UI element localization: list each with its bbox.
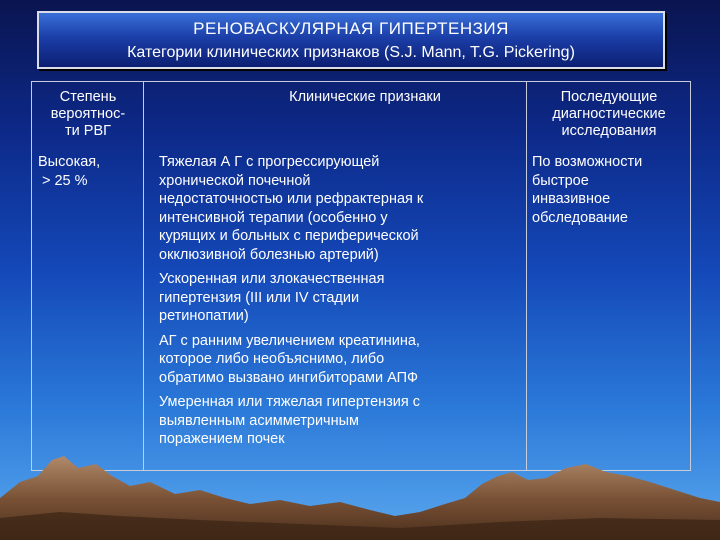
- followup-line: инвазивное: [532, 191, 611, 207]
- header-followup-line: диагностические: [552, 106, 666, 122]
- header-clinical-signs: Клинические признаки: [289, 89, 441, 105]
- table-divider-1: [143, 81, 144, 471]
- sign-line: окклюзивной болезнью артерий): [159, 246, 379, 263]
- degree-value: > 25 %: [42, 172, 88, 189]
- followup-line: обследование: [532, 209, 628, 226]
- sign-line: АГ с ранним увеличением креатинина,: [159, 332, 420, 349]
- sign-line: курящих и больных с периферической: [159, 228, 419, 244]
- header-probability-line: вероятнос-: [50, 106, 126, 122]
- sign-line: Ускоренная или злокачественная: [159, 271, 385, 287]
- sign-line: недостаточностью или рефрактерная к: [159, 191, 424, 207]
- slide-title: РЕНОВАСКУЛЯРНАЯ ГИПЕРТЕНЗИЯ: [193, 19, 509, 38]
- cell-degree: [38, 153, 142, 190]
- sign-line: которое либо необъяснимо, либо: [159, 351, 385, 367]
- slide-subtitle: Категории клинических признаков (S.J. Mann, T.G. Pickering): [127, 44, 575, 61]
- sign-line: ретинопатии): [159, 308, 249, 324]
- sign-line: гипертензия (III или IV стадии: [159, 289, 360, 306]
- degree-label: Высокая,: [38, 154, 101, 170]
- cell-clinical-signs: [159, 153, 525, 449]
- header-probability: [33, 89, 143, 140]
- sign-line: Тяжелая А Г с прогрессирующей: [159, 154, 380, 170]
- sign-line: обратимо вызвано ингибиторами АПФ: [159, 369, 419, 386]
- followup-line: быстрое: [532, 172, 589, 189]
- mountains-decoration: [0, 420, 720, 540]
- header-followup: [527, 89, 691, 140]
- sign-line: выявленным асимметричным: [159, 412, 359, 429]
- title-box: [37, 11, 665, 69]
- cell-followup: [532, 153, 690, 227]
- header-followup-line: исследования: [561, 123, 657, 139]
- header-probability-line: Степень: [59, 89, 117, 105]
- sign-line: Умеренная или тяжелая гипертензия с: [159, 394, 421, 410]
- header-followup-line: Последующие: [560, 89, 658, 105]
- sign-line: хронической почечной: [159, 172, 311, 189]
- followup-line: По возможности: [532, 154, 643, 170]
- sign-line: интенсивной терапии (особенно у: [159, 209, 388, 226]
- header-probability-line: ти РВГ: [65, 123, 111, 139]
- sign-line: поражением почек: [159, 431, 285, 447]
